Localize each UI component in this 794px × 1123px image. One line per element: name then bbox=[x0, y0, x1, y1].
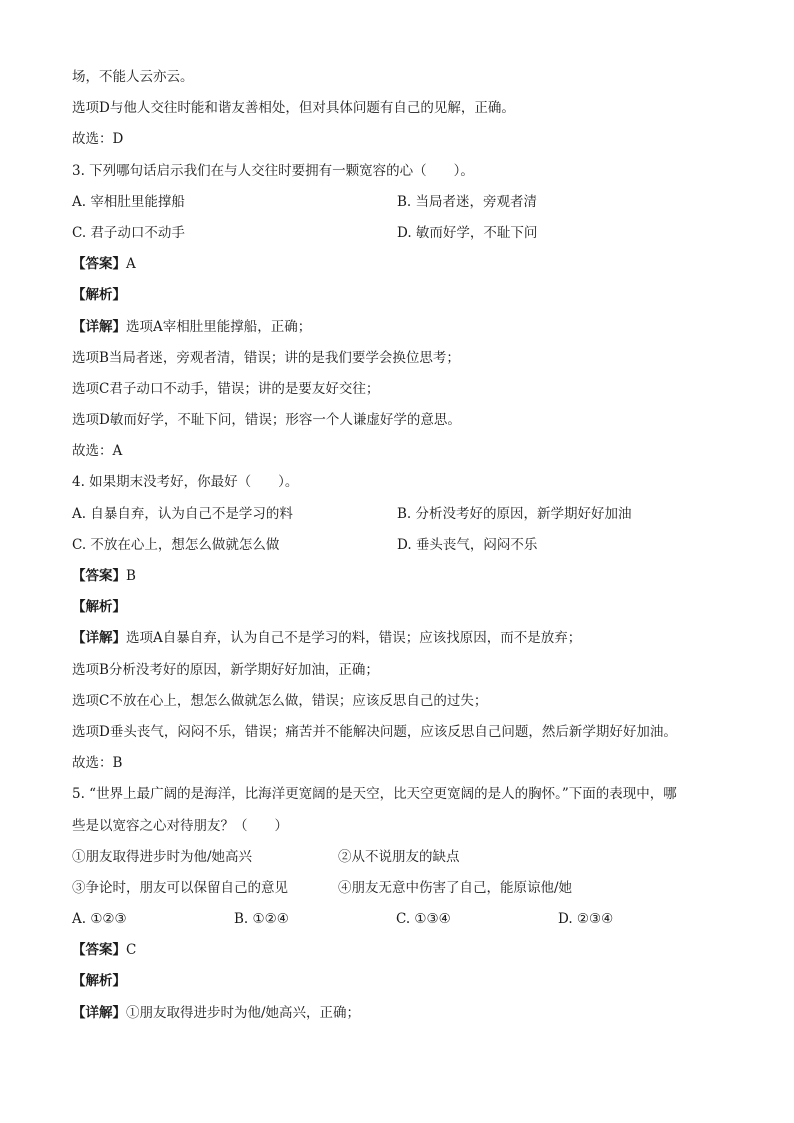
question-3-answer bbox=[72, 249, 732, 280]
question-5-item-2: ②从不说朋友的缺点 bbox=[338, 848, 460, 865]
analysis-tag: 【解析】 bbox=[72, 599, 126, 616]
answer-value: B bbox=[126, 568, 136, 584]
question-3-options-row-1 bbox=[72, 187, 732, 218]
question-4-detail-2: 选项B分析没考好的原因，新学期好好加油，正确； bbox=[72, 661, 379, 678]
question-4-option-a: A. 自暴自弃，认为自己不是学习的料 bbox=[72, 505, 293, 522]
question-4-options-row-2 bbox=[72, 530, 732, 561]
question-4-choice: 故选：B bbox=[72, 755, 123, 772]
question-4-stem: 4. 如果期末没考好，你最好（ ）。 bbox=[72, 474, 299, 491]
detail-tag: 【详解】 bbox=[72, 318, 126, 335]
analysis-tag: 【解析】 bbox=[72, 287, 126, 304]
question-5-options-row bbox=[72, 904, 732, 935]
question-4-option-d: D. 垂头丧气，闷闷不乐 bbox=[397, 536, 538, 553]
question-5-option-d: D. ②③④ bbox=[558, 911, 614, 928]
question-3-choice: 故选：A bbox=[72, 443, 123, 460]
question-4-option-b: B. 分析没考好的原因，新学期好好加油 bbox=[397, 505, 632, 522]
question-4-options-row-1 bbox=[72, 499, 732, 530]
question-3-option-c: C. 君子动口不动手 bbox=[72, 224, 185, 241]
text-line: 故选：D bbox=[72, 131, 124, 148]
question-4-detail-4: 选项D垂头丧气，闷闷不乐，错误；痛苦并不能解决问题，应该反思自己问题，然后新学期好好加油。 bbox=[72, 723, 677, 740]
question-3-option-d: D. 敏而好学，不耻下问 bbox=[397, 224, 538, 241]
answer-tag: 【答案】 bbox=[72, 568, 126, 584]
question-3-stem: 3. 下列哪句话启示我们在与人交往时要拥有一颗宽容的心（ ）。 bbox=[72, 162, 474, 179]
answer-value: A bbox=[126, 256, 136, 273]
detail-text: 选项A自暴自弃，认为自己不是学习的料，错误；应该找原因，而不是放弃； bbox=[126, 630, 582, 647]
question-5-answer bbox=[72, 935, 732, 966]
detail-text: ①朋友取得进步时为他/她高兴，正确； bbox=[126, 1004, 361, 1021]
question-5-item-4: ④朋友无意中伤害了自己，能原谅他/她 bbox=[338, 879, 573, 896]
question-5-stem-line-1: 5. “世界上最广阔的是海洋，比海洋更宽阔的是天空，比天空更宽阔的是人的胸怀。”下面的表现中，哪 bbox=[72, 786, 677, 803]
question-5-analysis bbox=[72, 966, 732, 997]
question-3-detail-1 bbox=[72, 312, 732, 343]
answer-tag: 【答案】 bbox=[72, 256, 126, 273]
question-5-option-b: B. ①②④ bbox=[234, 911, 289, 928]
document-page bbox=[72, 62, 732, 1029]
text-line: 选项D与他人交往时能和谐友善相处，但对具体问题有自己的见解，正确。 bbox=[72, 100, 515, 117]
detail-text: 选项A宰相肚里能撑船，正确； bbox=[126, 318, 312, 335]
question-5-items-row-1 bbox=[72, 842, 732, 873]
question-5-items-row-2 bbox=[72, 873, 732, 904]
answer-tag: 【答案】 bbox=[72, 942, 126, 959]
question-5-item-1: ①朋友取得进步时为他/她高兴 bbox=[72, 848, 253, 865]
question-3-detail-4: 选项D敏而好学，不耻下问，错误；形容一个人谦虚好学的意思。 bbox=[72, 412, 461, 429]
text-line: 场，不能人云亦云。 bbox=[72, 69, 194, 85]
question-3-option-a: A. 宰相肚里能撑船 bbox=[72, 193, 185, 210]
question-4-analysis bbox=[72, 592, 732, 623]
question-3-options-row-2 bbox=[72, 218, 732, 249]
question-3-analysis bbox=[72, 280, 732, 311]
question-4-detail-3: 选项C不放在心上，想怎么做就怎么做，错误；应该反思自己的过失； bbox=[72, 692, 488, 709]
answer-value: C bbox=[126, 942, 137, 959]
question-5-item-3: ③争论时，朋友可以保留自己的意见 bbox=[72, 879, 288, 896]
question-5-stem-line-2: 些是以宽容之心对待朋友？（ ） bbox=[72, 817, 288, 834]
question-3-option-b: B. 当局者迷，旁观者清 bbox=[397, 193, 538, 210]
detail-tag: 【详解】 bbox=[72, 1004, 126, 1021]
question-5-option-a: A. ①②③ bbox=[72, 911, 127, 928]
question-5-detail-1 bbox=[72, 998, 732, 1029]
question-4-detail-1 bbox=[72, 623, 732, 654]
detail-tag: 【详解】 bbox=[72, 630, 126, 647]
question-3-detail-2: 选项B当局者迷，旁观者清，错误；讲的是我们要学会换位思考； bbox=[72, 349, 460, 366]
question-3-detail-3: 选项C君子动口不动手，错误；讲的是要友好交往； bbox=[72, 380, 380, 397]
question-4-answer bbox=[72, 561, 732, 592]
question-4-option-c: C. 不放在心上，想怎么做就怎么做 bbox=[72, 536, 280, 553]
analysis-tag: 【解析】 bbox=[72, 973, 126, 990]
question-5-option-c: C. ①③④ bbox=[396, 911, 451, 928]
